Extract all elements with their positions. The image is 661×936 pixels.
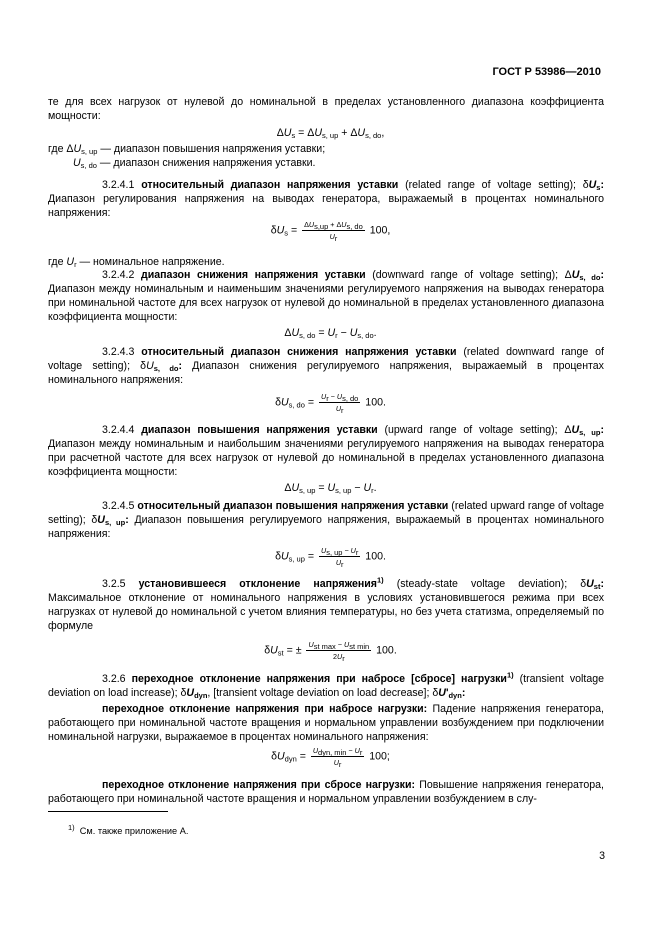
section-number: 3.2.4.5 xyxy=(102,500,135,512)
footnote-divider xyxy=(48,811,168,812)
definition-text: Повышение напряжения генератора, работающего при номинальной частоте вращения и нормальном управлении возбуждением в слу- xyxy=(48,779,604,805)
term: переходное отклонение напряжения при набросе [сбросе] нагрузки xyxy=(131,673,507,685)
section-number: 3.2.4.3 xyxy=(102,346,135,358)
where-item-do: $U_{s, do}$ — диапазон снижения напряжения уставки. xyxy=(73,156,316,170)
term: установившееся отклонение напряжения xyxy=(138,578,377,590)
term: переходное отклонение напряжения при сбросе нагрузки: xyxy=(102,779,416,791)
where-ur: где $U_r$ — номинальное напряжение. xyxy=(48,256,225,269)
section-3-2-4-1: 3.2.4.1 относительный диапазон напряжения уставки (related range of voltage setting); $\delta U_s$: Диапазон регулирования напряжения на выводах генератора, выражаемый в процентах номинального напряжения: xyxy=(48,179,604,219)
where-item-up: где $\Delta U_{s, up}$ — диапазон повышения напряжения уставки; xyxy=(48,143,326,156)
formula-8: $\delta U_{dyn}$ = $\frac{U_{dyn, min} - U_r}{U_r}$ 100; xyxy=(271,746,390,769)
section-number: 3.2.5 xyxy=(102,578,126,590)
standard-header: ГОСТ Р 53986—2010 xyxy=(492,66,601,78)
section-3-2-5: 3.2.5 установившееся отклонение напряжения$^{1)}$ (steady-state voltage deviation); $\delta U_{st}$: Максимальное отклонение от номинального напряжения в условиях установившегося режима при всех нагрузках от нулевой до номинальной с учетом влияния температуры, но без учета статизма, определяемый по формуле xyxy=(48,575,604,632)
term: диапазон повышения напряжения уставки xyxy=(141,424,378,436)
formula-1: $\Delta U_s = \Delta U_{s, up} + \Delta U_{s, do}$, xyxy=(276,127,385,140)
section-number: 3.2.4.4 xyxy=(102,424,135,436)
term: диапазон снижения напряжения уставки xyxy=(140,269,366,281)
footnote-marker: 1) xyxy=(68,822,75,832)
term: относительный диапазон напряжения уставки xyxy=(141,179,399,191)
where-list xyxy=(48,143,604,171)
paragraph-intro: те для всех нагрузок от нулевой до номинальной в пределах установленного диапазона коэффициента мощности: xyxy=(48,96,604,122)
formula-5: $\Delta U_{s, up} = U_{s, up} - U_r$. xyxy=(284,482,377,495)
page-number: 3 xyxy=(599,850,605,862)
term: относительный диапазон снижения напряжения уставки xyxy=(141,346,457,358)
definition-text: Падение напряжения генератора, работающего при номинальной частоте вращения и нормальном управлении возбуждением при подключении номинальной нагрузки, выражаемое в процентах номинального напряжения: xyxy=(48,703,604,743)
footnote xyxy=(68,822,189,836)
formula-7: $\delta U_{st}$ = ± $\frac{U_{st max} - U_{st min}}{2U_r}$ 100. xyxy=(264,640,397,663)
formula-6: $\delta U_{s, up}$ = $\frac{U_{s, up} - U_r}{U_r}$ 100. xyxy=(275,546,386,569)
section-3-2-4-3: 3.2.4.3 относительный диапазон снижения напряжения уставки (related downward range of voltage setting); $\delta U_{s, do}$: Диапазон снижения регулируемого напряжения, выражаемый в процентах номинального напряжения: xyxy=(48,346,604,386)
section-number: 3.2.6 xyxy=(102,673,126,685)
formula-3: $\Delta U_{s, do} = U_r - U_{s, do}$. xyxy=(284,327,377,340)
footnote-text: См. также приложение А. xyxy=(79,826,189,836)
section-3-2-4-2: 3.2.4.2 диапазон снижения напряжения уставки (downward range of voltage setting); $\Delta U_{s, do}$: Диапазон между номинальным и наименьшим значениями регулируемого напряжения на выводах генератора при номинальной частоте для всех нагрузок от нулевой до номинальной в пределах установленного диапазона коэффициента мощности: xyxy=(48,269,604,323)
section-number: 3.2.4.2 xyxy=(102,269,135,281)
section-number: 3.2.4.1 xyxy=(102,179,135,191)
section-3-2-4-4: 3.2.4.4 диапазон повышения напряжения уставки (upward range of voltage setting); $\Delta U_{s, up}$: Диапазон между номинальным и наибольшим значениями регулируемого напряжения на выводах генератора при расчетной частоте для всех нагрузок от нулевой до номинальной в пределах установленного диапазона коэффициента мощности: xyxy=(48,424,604,478)
section-3-2-4-5: 3.2.4.5 относительный диапазон повышения напряжения уставки (related upward range of voltage setting); $\delta U_{s, up}$: Диапазон повышения регулируемого напряжения, выражаемый в процентах номинального напряжения: xyxy=(48,500,604,540)
section-3-2-6: 3.2.6 переходное отклонение напряжения при набросе [сбросе] нагрузки$^{1)}$ (transient voltage deviation on load increase); $\delta U_{dyn}$, [transient voltage deviation on load decrease]; $\delta U'_{dyn}$: xyxy=(48,670,605,700)
paragraph-load-increase xyxy=(48,703,604,745)
formula-4: $\delta U_{s, do}$ = $\frac{U_r - U_{s, do}}{U_r}$ 100. xyxy=(275,392,386,415)
term: относительный диапазон повышения напряжения уставки xyxy=(137,500,449,512)
formula-2: $\delta U_s$ = $\frac{\Delta U_{s,up} + \Delta U_{s, do}}{U_r}$ 100, xyxy=(270,220,391,243)
paragraph-load-decrease xyxy=(48,779,604,807)
term: переходное отклонение напряжения при набросе нагрузки: xyxy=(102,703,428,715)
